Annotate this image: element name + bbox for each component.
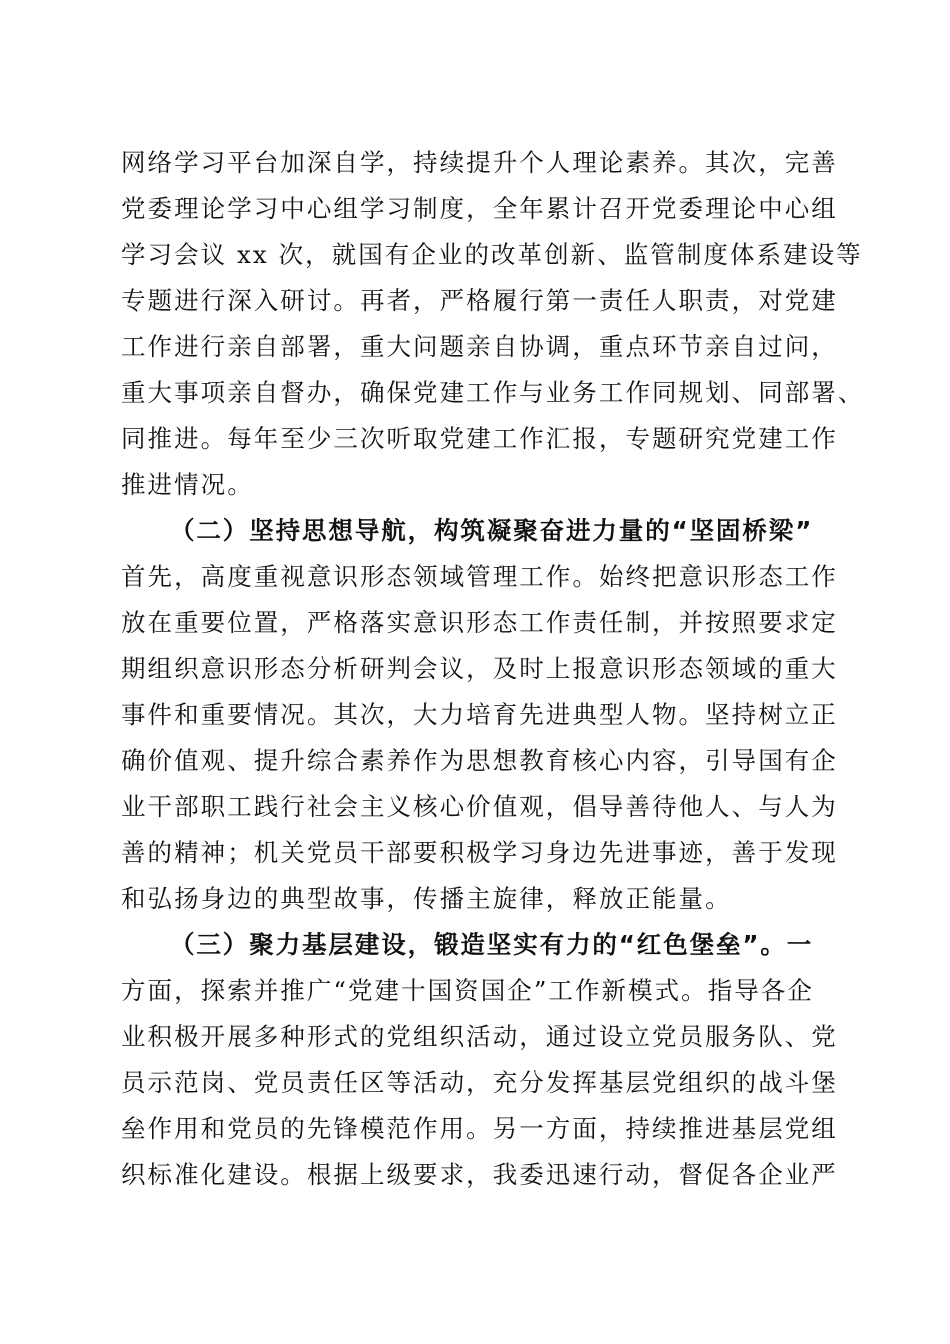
text-line: 同推进。每年至少三次听取党建工作汇报，专题研究党建工作 xyxy=(121,424,838,453)
text-line: 放在重要位置，严格落实意识形态工作责任制，并按照要求定 xyxy=(121,608,838,637)
text-line: 和弘扬身边的典型故事，传播主旋律，释放正能量。 xyxy=(121,884,732,913)
text-line: 工作进行亲自部署，重大问题亲自协调，重点环节亲自过问， xyxy=(121,332,838,361)
text-line: 善的精神；机关党员干部要积极学习身边先进事迹，善于发现 xyxy=(121,838,838,867)
text-line: 首先，高度重视意识形态领域管理工作。始终把意识形态工作 xyxy=(121,562,838,591)
section-heading-2: （二）坚持思想导航，构筑凝聚奋进力量的“坚固桥梁” xyxy=(170,516,814,545)
text-line: 学习会议 xx 次，就国有企业的改革创新、监管制度体系建设等 xyxy=(121,240,863,269)
text-line: 党委理论学习中心组学习制度，全年累计召开党委理论中心组 xyxy=(121,194,838,223)
text-line: 专题进行深入研讨。再者，严格履行第一责任人职责，对党建 xyxy=(121,286,838,315)
section-heading-3: （三）聚力基层建设，锻造坚实有力的“红色堡垒”。一 xyxy=(170,930,814,959)
text-line: 网络学习平台加深自学，持续提升个人理论素养。其次，完善 xyxy=(121,148,838,177)
text-line: 确价值观、提升综合素养作为思想教育核心内容，引导国有企 xyxy=(121,746,838,775)
text-line: 方面，探索并推广“党建十国资国企”工作新模式。指导各企 xyxy=(121,976,814,1005)
text-line: 垒作用和党员的先锋模范作用。另一方面，持续推进基层党组 xyxy=(121,1114,838,1143)
text-line: 重大事项亲自督办，确保党建工作与业务工作同规划、同部署、 xyxy=(121,378,865,407)
text-line: 事件和重要情况。其次，大力培育先进典型人物。坚持树立正 xyxy=(121,700,838,729)
text-line: 织标准化建设。根据上级要求，我委迅速行动，督促各企业严 xyxy=(121,1160,838,1189)
text-line: 推进情况。 xyxy=(121,470,254,499)
text-line: 期组织意识形态分析研判会议，及时上报意识形态领域的重大 xyxy=(121,654,838,683)
text-line: 业积极开展多种形式的党组织活动，通过设立党员服务队、党 xyxy=(121,1022,838,1051)
text-line: 员示范岗、党员责任区等活动，充分发挥基层党组织的战斗堡 xyxy=(121,1068,838,1097)
text-line: 业干部职工践行社会主义核心价值观，倡导善待他人、与人为 xyxy=(121,792,838,821)
